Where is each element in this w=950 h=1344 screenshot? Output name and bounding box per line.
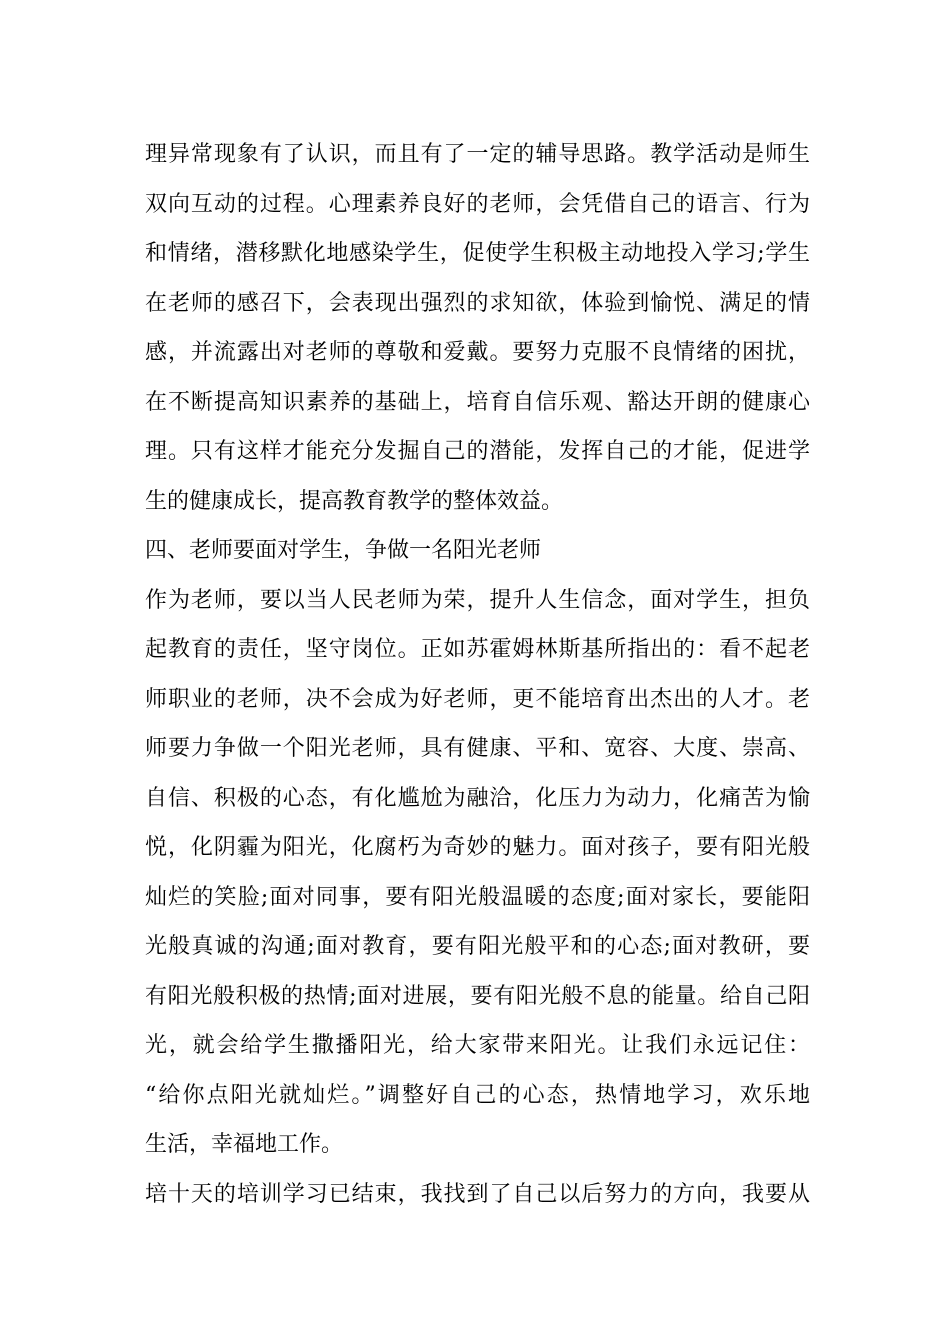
- text-line: 灿烂的笑脸;面对同事，要有阳光般温暖的态度;面对家长，要能阳: [145, 884, 810, 910]
- text-line: 培十天的培训学习已结束，我找到了自己以后努力的方向，我要从: [145, 1181, 810, 1207]
- text-line: 作为老师，要以当人民老师为荣，提升人生信念，面对学生，担负: [145, 587, 810, 613]
- text-line: 生活，幸福地工作。: [145, 1132, 344, 1157]
- text-line: 光，就会给学生撒播阳光，给大家带来阳光。让我们永远记住：: [145, 1033, 810, 1058]
- text-line: 生的健康成长，提高教育教学的整体效益。: [145, 488, 564, 514]
- text-line: “给你点阳光就灿烂。”调整好自己的心态，热情地学习，欢乐地: [145, 1082, 810, 1108]
- text-line: 感，并流露出对老师的尊敬和爱戴。要努力克服不良情绪的困扰，: [145, 340, 810, 365]
- text-line: 光般真诚的沟通;面对教育，要有阳光般平和的心态;面对教研，要: [145, 934, 810, 959]
- document-body: [145, 130, 810, 1219]
- section-heading: 四、老师要面对学生，争做一名阳光老师: [145, 538, 542, 563]
- text-line: 理异常现象有了认识，而且有了一定的辅导思路。教学活动是师生: [145, 142, 810, 167]
- text-line: 师职业的老师，决不会成为好老师，更不能培育出杰出的人才。老: [145, 686, 810, 712]
- text-line: 在不断提高知识素养的基础上，培育自信乐观、豁达开朗的健康心: [145, 389, 810, 415]
- text-line: 悦，化阴霾为阳光，化腐朽为奇妙的魅力。面对孩子，要有阳光般: [145, 835, 810, 860]
- text-line: 和情绪，潜移默化地感染学生，促使学生积极主动地投入学习;学生: [145, 241, 810, 266]
- text-line: 理。只有这样才能充分发掘自己的潜能，发挥自己的才能，促进学: [145, 439, 810, 464]
- text-line: 双向互动的过程。心理素养良好的老师，会凭借自己的语言、行为: [145, 191, 810, 217]
- text-line: 师要力争做一个阳光老师，具有健康、平和、宽容、大度、崇高、: [145, 736, 810, 761]
- text-line: 在老师的感召下，会表现出强烈的求知欲，体验到愉悦、满足的情: [145, 290, 810, 316]
- text-line: 起教育的责任，坚守岗位。正如苏霍姆林斯基所指出的：看不起老: [145, 637, 810, 662]
- text-line: 有阳光般积极的热情;面对进展，要有阳光般不息的能量。给自己阳: [145, 983, 810, 1009]
- text-line: 自信、积极的心态，有化尴尬为融洽，化压力为动力，化痛苦为愉: [145, 785, 810, 811]
